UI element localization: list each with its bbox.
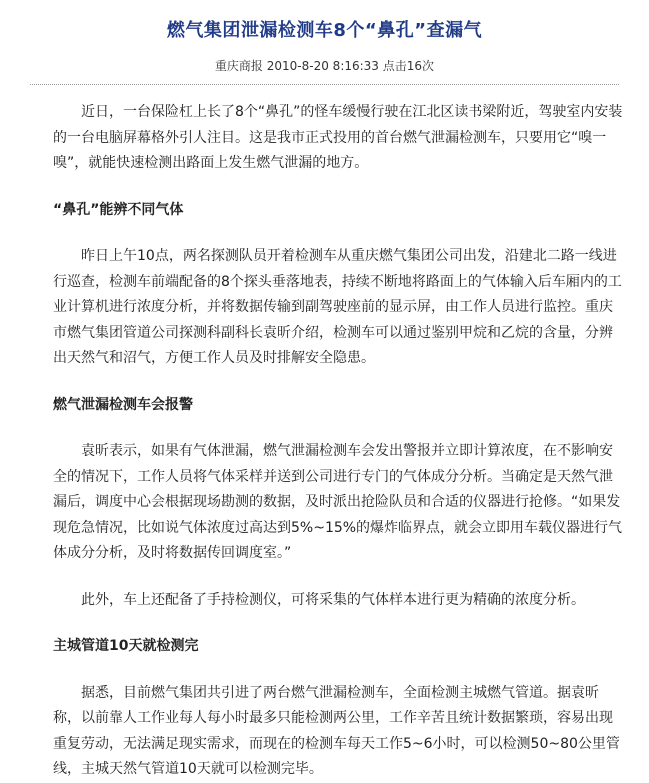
paragraph: 近日，一台保险杠上长了8个“鼻孔”的怪车缓慢行驶在江北区读书梁附近，驾驶室内安装的一台电脑屏幕格外引人注目。这是我市正式投用的首台燃气泄漏检测车，只要用它“嗅一嗅”，就能快速检测出路面上发生燃气泄漏的地方。 [53,104,623,171]
section-heading: “鼻孔”能辨不同气体 [53,201,184,218]
section-heading: 燃气泄漏检测车会报警 [53,396,193,413]
article-body [53,100,623,783]
section-heading: 主城管道10天就检测完 [53,638,199,654]
article-meta [0,57,649,74]
paragraph: 昨日上午10点，两名探测队员开着检测车从重庆燃气集团公司出发，沿建北二路一线进行巡查，检测车前端配备的8个探头垂落地表，持续不断地将路面上的气体输入后车厢内的工业计算机进行浓度分析，并将数据传输到副驾驶座前的显示屏，由工作人员进行监控。重庆市燃气集团管道公司探测科副科长袁昕介绍，检测车可以通过鉴别甲烷和乙烷的含量，分辨出天然气和沼气，方便工作人员及时排解安全隐患。 [53,248,622,366]
click-count: 点击16次 [382,59,435,73]
paragraph: 袁昕表示，如果有气体泄漏，燃气泄漏检测车会发出警报并立即计算浓度，在不影响安全的情况下，工作人员将气体采样并送到公司进行专门的气体成分分析。当确定是天然气泄漏后，调度中心会根据现场勘测的数据，及时派出抢险队员和合适的仪器进行抢修。“如果发现危急情况，比如说气体浓度过高达到5%~15%的爆炸临界点，就会立即用车载仪器进行气体成分分析，及时将数据传回调度室。” [53,443,623,561]
title-divider [30,84,619,85]
paragraph: 此外，车上还配备了手持检测仪，可将采集的气体样本进行更为精确的浓度分析。 [81,591,585,608]
source-label: 重庆商报 [214,59,263,73]
article-title: 燃气集团泄漏检测车8个“鼻孔”查漏气 [166,20,483,41]
paragraph: 据悉，目前燃气集团共引进了两台燃气泄漏检测车，全面检测主城燃气管道。据袁昕称，以前靠人工作业每人每小时最多只能检测两公里，工作辛苦且统计数据繁琐，容易出现重复劳动，无法满足现实需求，而现在的检测车每天工作5~6小时，可以检测50~80公里管线，主城天然气管道10天就可以检测完毕。 [53,684,620,777]
publish-date: 2010-8-20 8:16:33 [266,59,379,73]
